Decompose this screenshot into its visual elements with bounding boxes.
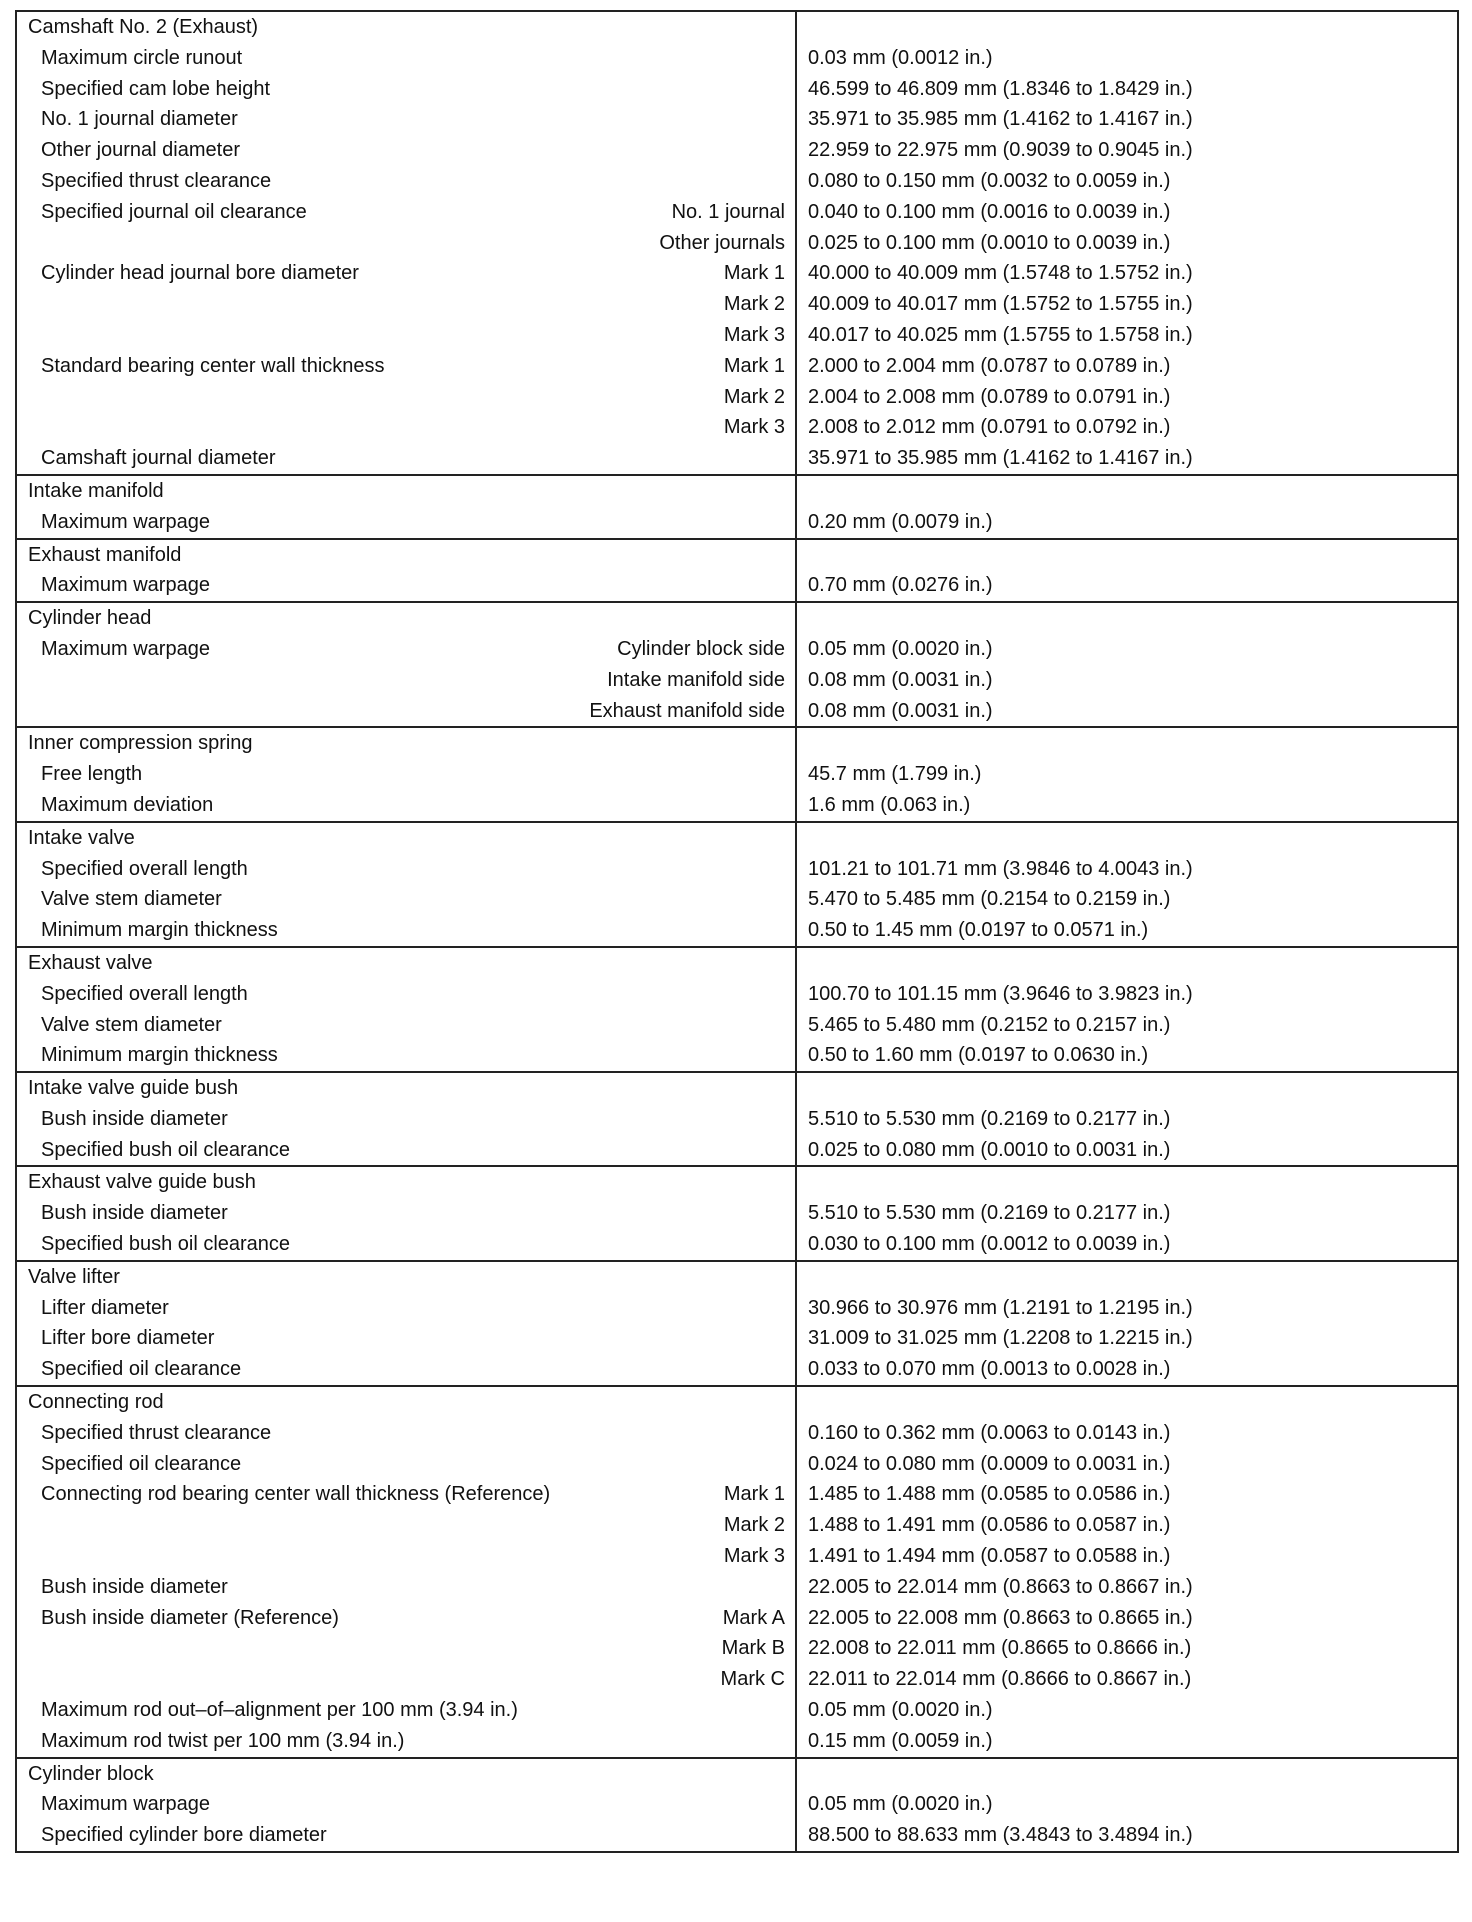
spec-row — [17, 1010, 795, 1041]
spec-value: 0.025 to 0.100 mm (0.0010 to 0.0039 in.) — [808, 231, 1171, 254]
spec-label — [17, 412, 724, 443]
spec-value: 40.017 to 40.025 mm (1.5755 to 1.5758 in.) — [808, 323, 1193, 346]
spec-row — [17, 228, 795, 259]
spec-label: No. 1 journal diameter — [41, 108, 238, 131]
spec-value: 0.50 to 1.45 mm (0.0197 to 0.0571 in.) — [808, 919, 1149, 942]
spec-label: Cylinder head journal bore diameter — [41, 262, 359, 285]
spec-row — [17, 759, 795, 790]
spec-label — [17, 696, 589, 727]
spec-sub-label: Mark 2 — [723, 385, 785, 408]
spec-sub-label: Mark 1 — [723, 262, 785, 285]
spec-value: 1.6 mm (0.063 in.) — [808, 793, 971, 816]
spec-section-labels — [16, 1166, 796, 1260]
spec-label: Bush inside diameter — [41, 1202, 228, 1225]
spec-section-labels — [16, 727, 796, 821]
spec-value: 0.024 to 0.080 mm (0.0009 to 0.0031 in.) — [808, 1452, 1171, 1475]
spec-section — [16, 727, 1458, 821]
section-title: Camshaft No. 2 (Exhaust) — [28, 16, 259, 38]
section-title-spacer — [797, 948, 1457, 979]
spec-label: Valve stem diameter — [41, 888, 222, 911]
spec-row — [17, 382, 795, 413]
spec-value: 88.500 to 88.633 mm (3.4843 to 3.4894 in.) — [808, 1824, 1193, 1847]
spec-value: 35.971 to 35.985 mm (1.4162 to 1.4167 in.) — [808, 108, 1193, 131]
spec-value: 0.033 to 0.070 mm (0.0013 to 0.0028 in.) — [808, 1358, 1171, 1381]
spec-row — [17, 1572, 795, 1603]
spec-value: 0.20 mm (0.0079 in.) — [808, 510, 993, 533]
spec-table-body — [16, 11, 1458, 1852]
spec-label: Bush inside diameter — [41, 1575, 228, 1598]
spec-label: Maximum deviation — [41, 793, 214, 816]
spec-row — [17, 1198, 795, 1229]
spec-label — [17, 1541, 724, 1572]
spec-row — [17, 74, 795, 105]
spec-section-values — [796, 11, 1458, 475]
section-title-spacer — [797, 1073, 1457, 1104]
spec-value: 1.491 to 1.494 mm (0.0587 to 0.0588 in.) — [808, 1545, 1171, 1568]
spec-value: 22.008 to 22.011 mm (0.8665 to 0.8666 in.) — [808, 1637, 1192, 1660]
spec-sub-label: Mark 1 — [723, 1483, 785, 1506]
spec-value: 0.50 to 1.60 mm (0.0197 to 0.0630 in.) — [808, 1044, 1149, 1067]
section-title-spacer — [797, 823, 1457, 854]
spec-value: 2.004 to 2.008 mm (0.0789 to 0.0791 in.) — [808, 385, 1171, 408]
section-title: Inner compression spring — [28, 732, 253, 755]
spec-label: Other journal diameter — [41, 139, 240, 162]
spec-row — [17, 1449, 795, 1480]
spec-label — [17, 320, 724, 351]
spec-label: Maximum circle runout — [41, 46, 243, 69]
spec-label — [17, 289, 724, 320]
spec-label: Specified cylinder bore diameter — [41, 1824, 327, 1847]
spec-row — [17, 1418, 795, 1449]
spec-section — [16, 947, 1458, 1072]
spec-value: 22.005 to 22.008 mm (0.8663 to 0.8665 in.) — [808, 1606, 1193, 1629]
spec-sub-label: Mark C — [720, 1668, 785, 1691]
spec-label: Specified thrust clearance — [41, 169, 272, 192]
spec-sub-label: Mark 3 — [723, 416, 785, 439]
spec-label: Connecting rod bearing center wall thickness (Reference) — [41, 1483, 551, 1506]
spec-row — [17, 258, 795, 289]
spec-value: 40.009 to 40.017 mm (1.5752 to 1.5755 in.) — [808, 293, 1193, 316]
spec-value: 22.005 to 22.014 mm (0.8663 to 0.8667 in.) — [808, 1575, 1193, 1598]
spec-row — [17, 1323, 795, 1354]
spec-label — [17, 1510, 724, 1541]
spec-section-values — [796, 1758, 1458, 1852]
spec-section-labels — [16, 1072, 796, 1166]
spec-sub-label: Mark 3 — [723, 1545, 785, 1568]
spec-row — [17, 854, 795, 885]
spec-section — [16, 11, 1458, 475]
spec-row — [17, 696, 795, 727]
spec-value: 0.080 to 0.150 mm (0.0032 to 0.0059 in.) — [808, 169, 1171, 192]
spec-section-values — [796, 947, 1458, 1072]
section-title-spacer — [797, 540, 1457, 571]
spec-label: Minimum margin thickness — [41, 919, 278, 942]
spec-sub-label: Mark 3 — [723, 323, 785, 346]
spec-section-values — [796, 1072, 1458, 1166]
spec-section-labels — [16, 475, 796, 539]
spec-section-labels — [16, 602, 796, 727]
spec-section — [16, 1261, 1458, 1386]
section-title-spacer — [797, 1387, 1457, 1418]
spec-value: 0.08 mm (0.0031 in.) — [808, 699, 993, 722]
spec-row — [17, 1510, 795, 1541]
spec-label: Maximum warpage — [41, 637, 210, 660]
spec-row — [17, 1229, 795, 1260]
spec-sub-label: Mark 1 — [723, 354, 785, 377]
spec-row — [17, 104, 795, 135]
spec-label — [17, 382, 724, 413]
spec-section-labels — [16, 947, 796, 1072]
spec-sub-label: Mark 2 — [723, 1514, 785, 1537]
section-title-spacer — [797, 476, 1457, 507]
spec-section-labels — [16, 539, 796, 603]
spec-sub-label: Mark 2 — [723, 293, 785, 316]
section-title: Connecting rod — [28, 1391, 164, 1414]
spec-label: Bush inside diameter — [41, 1107, 228, 1130]
spec-section-values — [796, 1261, 1458, 1386]
spec-row — [17, 1633, 795, 1664]
spec-label: Specified overall length — [41, 857, 248, 880]
spec-value: 0.70 mm (0.0276 in.) — [808, 574, 993, 597]
spec-sub-label: Exhaust manifold side — [589, 699, 785, 722]
spec-label: Specified oil clearance — [41, 1452, 242, 1475]
spec-section — [16, 475, 1458, 539]
spec-section — [16, 1386, 1458, 1758]
spec-label: Bush inside diameter (Reference) — [41, 1606, 339, 1629]
spec-section-labels — [16, 1758, 796, 1852]
spec-label: Maximum warpage — [41, 1793, 210, 1816]
spec-row — [17, 634, 795, 665]
spec-value: 5.510 to 5.530 mm (0.2169 to 0.2177 in.) — [808, 1107, 1171, 1130]
spec-section — [16, 1166, 1458, 1260]
spec-section-values — [796, 1386, 1458, 1758]
spec-section — [16, 539, 1458, 603]
spec-value: 1.485 to 1.488 mm (0.0585 to 0.0586 in.) — [808, 1483, 1171, 1506]
spec-sub-label: Other journals — [659, 231, 785, 254]
spec-label: Camshaft journal diameter — [41, 447, 276, 470]
spec-value: 0.160 to 0.362 mm (0.0063 to 0.0143 in.) — [808, 1421, 1171, 1444]
section-title: Intake valve — [28, 826, 135, 849]
spec-value: 0.040 to 0.100 mm (0.0016 to 0.0039 in.) — [808, 200, 1171, 223]
spec-label: Maximum rod out–of–alignment per 100 mm (3.94 in.) — [41, 1699, 518, 1722]
section-title: Exhaust valve — [28, 951, 153, 974]
spec-value: 0.025 to 0.080 mm (0.0010 to 0.0031 in.) — [808, 1138, 1171, 1161]
spec-sub-label: Intake manifold side — [607, 668, 785, 691]
spec-section-values — [796, 539, 1458, 603]
spec-label: Specified cam lobe height — [41, 77, 271, 100]
spec-value: 0.05 mm (0.0020 in.) — [808, 1793, 993, 1816]
spec-value: 0.03 mm (0.0012 in.) — [808, 46, 993, 69]
spec-row — [17, 507, 795, 538]
section-title: Exhaust manifold — [28, 543, 182, 566]
spec-section-labels — [16, 1386, 796, 1758]
spec-label — [17, 1633, 722, 1664]
spec-row — [17, 289, 795, 320]
spec-value: 2.000 to 2.004 mm (0.0787 to 0.0789 in.) — [808, 354, 1171, 377]
spec-label: Specified thrust clearance — [41, 1421, 272, 1444]
spec-section-values — [796, 727, 1458, 821]
section-title-spacer — [797, 603, 1457, 634]
spec-row — [17, 43, 795, 74]
spec-value: 0.15 mm (0.0059 in.) — [808, 1729, 993, 1752]
section-title: Intake manifold — [28, 479, 164, 502]
spec-row — [17, 135, 795, 166]
section-title-spacer — [797, 1167, 1457, 1198]
spec-label: Standard bearing center wall thickness — [41, 354, 385, 377]
spec-value: 5.510 to 5.530 mm (0.2169 to 0.2177 in.) — [808, 1202, 1171, 1225]
spec-value: 2.008 to 2.012 mm (0.0791 to 0.0792 in.) — [808, 416, 1171, 439]
spec-label: Specified bush oil clearance — [41, 1138, 291, 1161]
spec-label — [17, 1664, 721, 1695]
spec-sub-label: Mark B — [721, 1637, 785, 1660]
spec-label: Lifter bore diameter — [41, 1327, 215, 1350]
spec-row — [17, 1293, 795, 1324]
spec-row — [17, 412, 795, 443]
spec-row — [17, 1135, 795, 1166]
section-title-spacer — [797, 1262, 1457, 1293]
section-title: Valve lifter — [28, 1265, 120, 1288]
spec-table — [15, 10, 1459, 1853]
spec-row — [17, 665, 795, 696]
spec-row — [17, 884, 795, 915]
spec-value: 0.08 mm (0.0031 in.) — [808, 668, 993, 691]
spec-value: 31.009 to 31.025 mm (1.2208 to 1.2215 in.) — [808, 1327, 1193, 1350]
spec-value: 100.70 to 101.15 mm (3.9646 to 3.9823 in.) — [808, 982, 1193, 1005]
spec-label: Maximum warpage — [41, 510, 210, 533]
spec-value: 22.011 to 22.014 mm (0.8666 to 0.8667 in.) — [808, 1668, 1192, 1691]
section-title: Exhaust valve guide bush — [28, 1171, 256, 1194]
spec-row — [17, 915, 795, 946]
spec-row — [17, 1664, 795, 1695]
spec-section-values — [796, 822, 1458, 947]
spec-row — [17, 1726, 795, 1757]
spec-value: 40.000 to 40.009 mm (1.5748 to 1.5752 in.) — [808, 262, 1193, 285]
spec-value: 101.21 to 101.71 mm (3.9846 to 4.0043 in.) — [808, 857, 1193, 880]
spec-label: Valve stem diameter — [41, 1013, 222, 1036]
section-title: Intake valve guide bush — [28, 1077, 239, 1100]
spec-value: 0.030 to 0.100 mm (0.0012 to 0.0039 in.) — [808, 1233, 1171, 1256]
spec-row — [17, 197, 795, 228]
section-title-spacer — [797, 12, 1457, 43]
spec-row — [17, 1479, 795, 1510]
spec-section-labels — [16, 11, 796, 475]
spec-value: 5.465 to 5.480 mm (0.2152 to 0.2157 in.) — [808, 1013, 1171, 1036]
section-title-spacer — [797, 1759, 1457, 1790]
spec-row — [17, 166, 795, 197]
spec-row — [17, 570, 795, 601]
spec-row — [17, 443, 795, 474]
spec-row — [17, 1354, 795, 1385]
spec-label: Lifter diameter — [41, 1296, 169, 1319]
section-title-spacer — [797, 728, 1457, 759]
spec-row — [17, 1695, 795, 1726]
spec-value: 0.05 mm (0.0020 in.) — [808, 637, 993, 660]
spec-sub-label: Cylinder block side — [617, 637, 785, 660]
spec-value: 45.7 mm (1.799 in.) — [808, 763, 982, 786]
spec-label: Maximum rod twist per 100 mm (3.94 in.) — [41, 1729, 405, 1752]
spec-label: Specified bush oil clearance — [41, 1233, 291, 1256]
spec-row — [17, 979, 795, 1010]
spec-value: 0.05 mm (0.0020 in.) — [808, 1699, 993, 1722]
spec-value: 22.959 to 22.975 mm (0.9039 to 0.9045 in.) — [808, 139, 1193, 162]
section-title: Cylinder head — [28, 607, 152, 630]
spec-section — [16, 602, 1458, 727]
spec-label: Specified journal oil clearance — [41, 200, 307, 223]
spec-value: 30.966 to 30.976 mm (1.2191 to 1.2195 in.) — [808, 1296, 1193, 1319]
spec-section — [16, 1758, 1458, 1852]
spec-value: 5.470 to 5.485 mm (0.2154 to 0.2159 in.) — [808, 888, 1171, 911]
spec-section-values — [796, 602, 1458, 727]
spec-label: Specified overall length — [41, 982, 248, 1005]
spec-table-grid — [15, 10, 1459, 1853]
spec-label: Free length — [41, 763, 143, 786]
spec-value: 1.488 to 1.491 mm (0.0586 to 0.0587 in.) — [808, 1514, 1171, 1537]
spec-label: Maximum warpage — [41, 574, 210, 597]
spec-row — [17, 1789, 795, 1820]
spec-row — [17, 1104, 795, 1135]
spec-section-labels — [16, 1261, 796, 1386]
spec-row — [17, 1603, 795, 1634]
spec-section-values — [796, 475, 1458, 539]
spec-label: Specified oil clearance — [41, 1358, 242, 1381]
spec-row — [17, 351, 795, 382]
spec-section — [16, 1072, 1458, 1166]
spec-label — [17, 228, 659, 259]
spec-row — [17, 1040, 795, 1071]
spec-label: Minimum margin thickness — [41, 1044, 278, 1067]
spec-value: 35.971 to 35.985 mm (1.4162 to 1.4167 in.) — [808, 447, 1193, 470]
spec-sub-label: Mark A — [722, 1606, 785, 1629]
spec-row — [17, 320, 795, 351]
spec-row — [17, 1541, 795, 1572]
spec-section — [16, 822, 1458, 947]
spec-sub-label: No. 1 journal — [671, 200, 785, 223]
section-title: Cylinder block — [28, 1762, 154, 1785]
spec-value: 46.599 to 46.809 mm (1.8346 to 1.8429 in.) — [808, 77, 1193, 100]
spec-label — [17, 665, 607, 696]
spec-row — [17, 1820, 795, 1851]
spec-section-labels — [16, 822, 796, 947]
spec-section-values — [796, 1166, 1458, 1260]
spec-row — [17, 790, 795, 821]
